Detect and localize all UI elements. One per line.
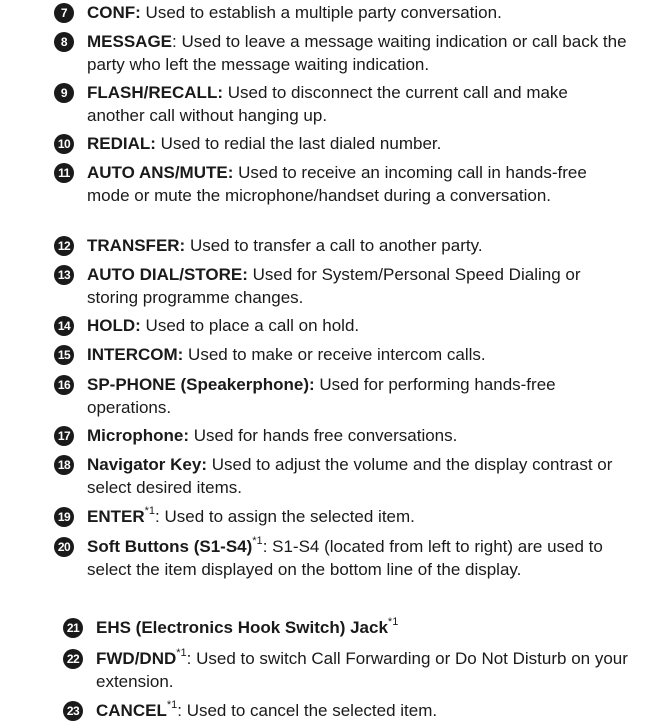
item-description: : Used to assign the selected item. xyxy=(155,507,415,526)
item-text xyxy=(96,648,636,693)
number-badge: 12 xyxy=(54,236,74,256)
footnote-mark: *1 xyxy=(176,647,187,660)
number-badge: 20 xyxy=(54,537,74,557)
item-text xyxy=(87,31,627,76)
number-badge: 22 xyxy=(63,649,83,669)
footnote-mark: *1 xyxy=(166,699,178,712)
item-description: Used to make or receive intercom calls. xyxy=(183,345,486,364)
number-badge: 13 xyxy=(54,265,74,285)
item-text xyxy=(87,315,627,338)
number-badge: 10 xyxy=(54,134,74,154)
number-badge: 8 xyxy=(54,32,74,52)
item-text xyxy=(87,506,627,529)
item-label: Navigator Key: xyxy=(87,455,207,474)
item-label: AUTO DIAL/STORE: xyxy=(87,265,248,284)
item-description: : Used to leave a message waiting indication or call back the party who left the message waiting indication. xyxy=(87,32,627,74)
item-label: CANCEL xyxy=(96,701,167,720)
item-label: INTERCOM: xyxy=(87,345,184,364)
item-text xyxy=(87,425,627,448)
number-badge: 9 xyxy=(54,83,74,103)
number-badge: 7 xyxy=(54,3,74,23)
item-description: Used to adjust the volume and the display contrast or select desired items. xyxy=(87,455,613,497)
item-label: REDIAL: xyxy=(87,134,156,153)
item-label: ENTER xyxy=(87,507,145,526)
item-text xyxy=(87,454,627,499)
item-description: Used to disconnect the current call and make another call without hanging up. xyxy=(87,83,568,125)
item-text xyxy=(87,2,627,25)
item-description: Used to place a call on hold. xyxy=(140,316,360,335)
number-badge: 16 xyxy=(54,375,74,395)
number-badge: 14 xyxy=(54,316,74,336)
item-text xyxy=(87,344,627,367)
item-description: Used to receive an incoming call in hands-free mode or mute the microphone/handset during a conversation. xyxy=(87,163,587,205)
footnote-mark: *1 xyxy=(252,535,263,548)
number-badge: 15 xyxy=(54,345,74,365)
number-badge: 11 xyxy=(54,163,74,183)
item-label: FLASH/RECALL: xyxy=(87,83,223,102)
item-text xyxy=(96,700,636,723)
item-description: Used for System/Personal Speed Dialing or storing programme changes. xyxy=(87,265,581,307)
number-badge: 21 xyxy=(63,618,83,638)
item-label: Soft Buttons (S1-S4) xyxy=(87,537,253,556)
item-description: Used for performing hands-free operations. xyxy=(87,375,556,417)
footnote-mark: *1 xyxy=(144,505,156,518)
item-label: MESSAGE xyxy=(87,32,173,51)
number-badge: 19 xyxy=(54,507,74,527)
item-description: : Used to cancel the selected item. xyxy=(177,701,438,720)
item-description: : S1-S4 (located from left to right) are used to select the item displayed on the bottom line of the display. xyxy=(87,537,603,579)
number-badge: 17 xyxy=(54,426,74,446)
item-label: EHS (Electronics Hook Switch) Jack xyxy=(96,618,388,637)
item-text xyxy=(87,235,627,258)
item-text xyxy=(87,264,627,309)
number-badge: 18 xyxy=(54,455,74,475)
item-text xyxy=(87,536,627,581)
item-text xyxy=(87,133,627,156)
item-label: HOLD: xyxy=(87,316,141,335)
item-label: TRANSFER: xyxy=(87,236,186,255)
item-label: AUTO ANS/MUTE: xyxy=(87,163,234,182)
item-label: FWD/DND xyxy=(96,649,177,668)
item-description: : Used to switch Call Forwarding or Do Not Disturb on your extension. xyxy=(96,649,628,691)
number-badge: 23 xyxy=(63,701,83,721)
footnote-mark: *1 xyxy=(387,616,399,629)
item-description: Used to establish a multiple party conversation. xyxy=(140,3,502,22)
item-description: Used to transfer a call to another party. xyxy=(185,236,483,255)
item-text xyxy=(96,617,636,640)
item-text xyxy=(87,374,627,419)
item-description: Used for hands free conversations. xyxy=(189,426,458,445)
item-label: Microphone: xyxy=(87,426,189,445)
item-label: CONF: xyxy=(87,3,141,22)
item-description: Used to redial the last dialed number. xyxy=(155,134,442,153)
item-label: SP-PHONE (Speakerphone): xyxy=(87,375,315,394)
item-text xyxy=(87,162,627,207)
item-text xyxy=(87,82,627,127)
